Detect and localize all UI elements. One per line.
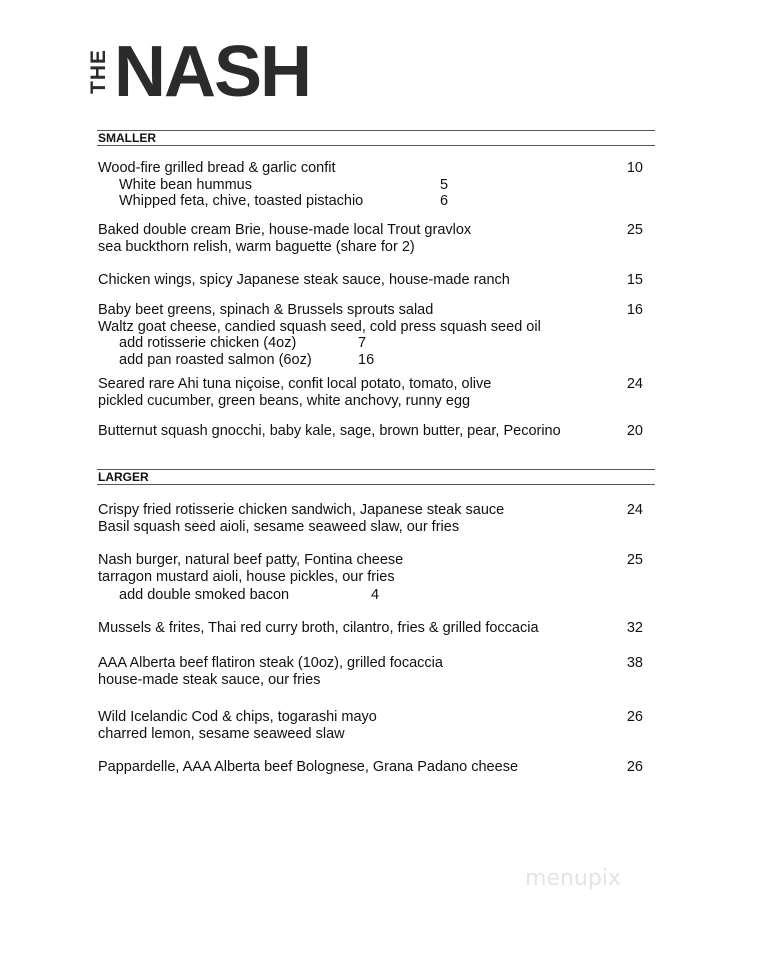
menu-item — [98, 160, 643, 210]
item-line: Crispy fried rotisserie chicken sandwich, Japanese steak sauce — [98, 502, 505, 518]
item-price: 26 — [626, 759, 643, 775]
item-option — [98, 177, 643, 194]
menu-item — [98, 222, 643, 255]
menu-item — [98, 709, 643, 742]
option-price: 4 — [371, 587, 380, 603]
option-price: 7 — [358, 335, 367, 351]
item-line: Baby beet greens, spinach & Brussels sprouts salad — [98, 302, 434, 318]
item-line: AAA Alberta beef flatiron steak (10oz), grilled focaccia — [98, 655, 443, 671]
menu-item — [98, 302, 643, 368]
option-price: 6 — [440, 193, 449, 209]
option-label: Whipped feta, chive, toasted pistachio — [119, 193, 364, 209]
item-price: 25 — [626, 222, 643, 238]
menu-item — [98, 272, 643, 289]
item-line: charred lemon, sesame seaweed slaw — [98, 725, 345, 742]
item-line: house-made steak sauce, our fries — [98, 671, 321, 688]
item-option — [98, 193, 643, 210]
item-price: 16 — [626, 302, 643, 318]
menu-item — [98, 376, 643, 409]
item-line: Basil squash seed aioli, sesame seaweed slaw, our fries — [98, 518, 460, 535]
menu-item — [98, 552, 643, 604]
item-line: tarragon mustard aioli, house pickles, our fries — [98, 568, 395, 585]
item-line: Pappardelle, AAA Alberta beef Bolognese, Grana Padano cheese — [98, 759, 519, 775]
item-price: 38 — [626, 655, 643, 671]
item-line: Waltz goat cheese, candied squash seed, cold press squash seed oil — [98, 318, 541, 335]
item-price: 20 — [626, 423, 643, 439]
item-price: 24 — [626, 376, 643, 392]
item-price: 10 — [626, 160, 643, 176]
item-line: Nash burger, natural beef patty, Fontina cheese — [98, 552, 404, 568]
item-line: Baked double cream Brie, house-made local Trout gravlox — [98, 222, 472, 238]
section-heading-larger: LARGER — [97, 469, 655, 485]
option-price: 16 — [358, 351, 375, 368]
menu-item — [98, 759, 643, 776]
section-heading-smaller: SMALLER — [97, 130, 655, 146]
option-label: add rotisserie chicken (4oz) — [119, 335, 297, 351]
item-option — [98, 335, 643, 352]
item-price: 25 — [626, 552, 643, 568]
item-line: Seared rare Ahi tuna niçoise, confit local potato, tomato, olive — [98, 376, 492, 392]
menu-item — [98, 655, 643, 688]
logo-nash-text: NASH — [114, 32, 311, 112]
option-label: add double smoked bacon — [119, 587, 290, 603]
option-label: add pan roasted salmon (6oz) — [119, 351, 312, 368]
watermark-logo: menupix — [525, 866, 621, 891]
item-line: Mussels & frites, Thai red curry broth, cilantro, fries & grilled foccacia — [98, 620, 539, 636]
item-price: 24 — [626, 502, 643, 518]
menu-item — [98, 423, 643, 440]
menu-item — [98, 502, 643, 535]
option-price: 5 — [440, 176, 449, 193]
item-option — [98, 585, 643, 604]
item-option — [98, 352, 643, 369]
item-line: sea buckthorn relish, warm baguette (share for 2) — [98, 238, 415, 255]
item-price: 32 — [626, 620, 643, 636]
item-line: Butternut squash gnocchi, baby kale, sage, brown butter, pear, Pecorino — [98, 423, 561, 439]
menu-item — [98, 620, 643, 637]
logo-the-text: THE — [87, 49, 110, 95]
item-line: pickled cucumber, green beans, white anchovy, runny egg — [98, 392, 471, 409]
item-price: 15 — [626, 272, 643, 288]
item-line: Chicken wings, spicy Japanese steak sauce, house-made ranch — [98, 272, 510, 288]
item-line: Wood-fire grilled bread & garlic confit — [98, 160, 336, 176]
option-label: White bean hummus — [119, 176, 252, 193]
item-line: Wild Icelandic Cod & chips, togarashi mayo — [98, 709, 377, 725]
item-price: 26 — [626, 709, 643, 725]
